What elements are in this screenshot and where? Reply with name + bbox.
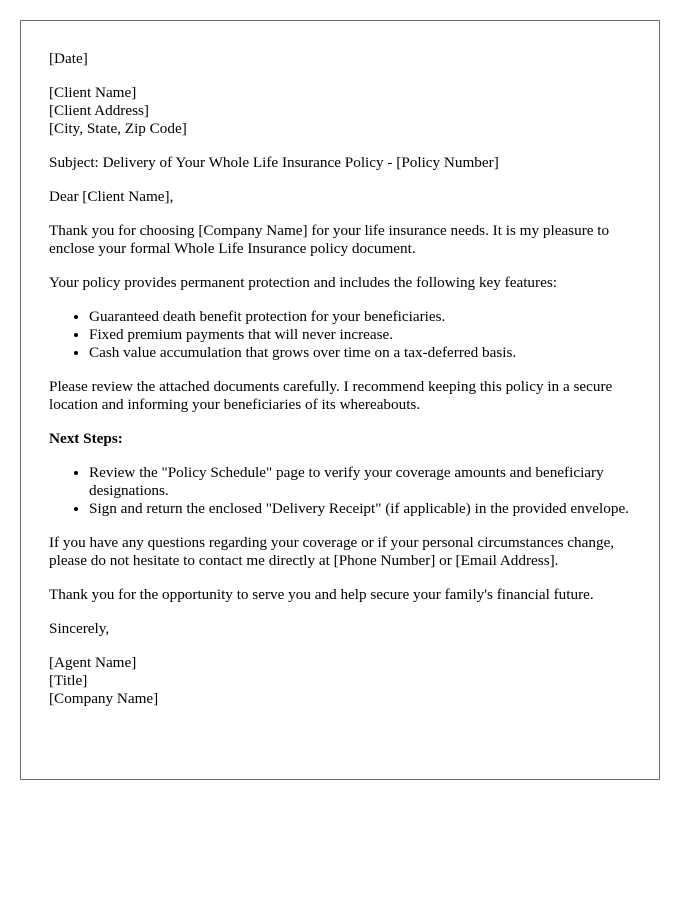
- recipient-name: [Client Name]: [49, 84, 137, 101]
- recipient-city-state-zip: [City, State, Zip Code]: [49, 120, 187, 137]
- agent-title: [Title]: [49, 672, 88, 689]
- feature-item: • Cash value accumulation that grows over time on a tax-deferred basis.: [89, 344, 631, 362]
- contact-paragraph: If you have any questions regarding your coverage or if your personal circumstances change, please do not hesitate to contact me directly at [Phone Number] or [Email Address].: [49, 534, 615, 569]
- agent-name: [Agent Name]: [49, 654, 137, 671]
- recipient-address: [Client Address]: [49, 102, 149, 119]
- recipient-address-block: [49, 84, 631, 138]
- agent-company: [Company Name]: [49, 690, 159, 707]
- next-step-item: • Review the "Policy Schedule" page to verify your coverage amounts and beneficiary designations.: [89, 464, 631, 500]
- letter-subject: Subject: Delivery of Your Whole Life Insurance Policy - [Policy Number]: [49, 154, 499, 171]
- letter-salutation: Dear [Client Name],: [49, 188, 174, 205]
- letter-date: [Date]: [49, 50, 88, 67]
- review-paragraph: Please review the attached documents carefully. I recommend keeping this policy in a secure location and informing your beneficiaries of its whereabouts.: [49, 378, 613, 413]
- feature-item: • Fixed premium payments that will never increase.: [89, 326, 631, 344]
- letter-closing: Sincerely,: [49, 620, 110, 637]
- features-intro-paragraph: Your policy provides permanent protection and includes the following key features:: [49, 274, 557, 291]
- signature-block: [49, 654, 631, 708]
- next-steps-list: [49, 464, 631, 518]
- features-list: [49, 308, 631, 362]
- intro-paragraph: Thank you for choosing [Company Name] for your life insurance needs. It is my pleasure to enclose your formal Whole Life Insurance policy document.: [49, 222, 610, 257]
- letter-page: [20, 20, 660, 780]
- feature-item: • Guaranteed death benefit protection for your beneficiaries.: [89, 308, 631, 326]
- next-step-item: • Sign and return the enclosed "Delivery Receipt" (if applicable) in the provided envelope.: [89, 500, 631, 518]
- thanks-paragraph: Thank you for the opportunity to serve you and help secure your family's financial future.: [49, 586, 594, 603]
- next-steps-heading: Next Steps:: [49, 430, 123, 447]
